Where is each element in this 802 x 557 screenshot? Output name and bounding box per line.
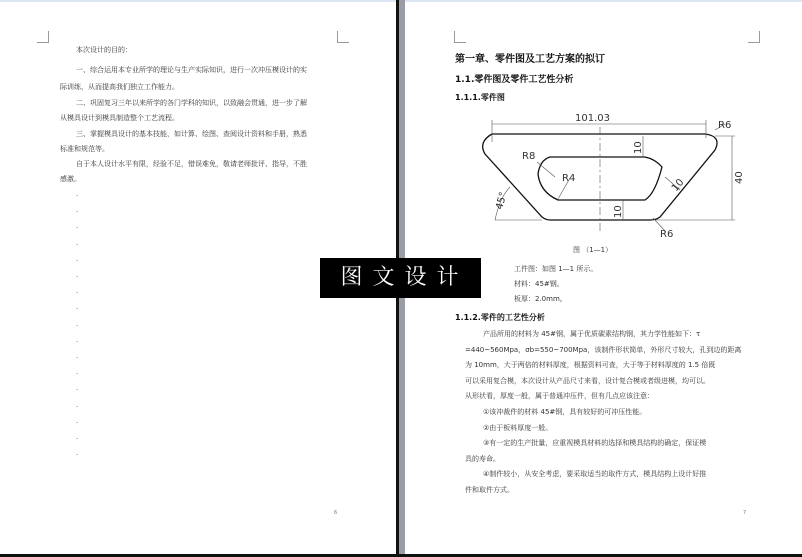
empty-paragraph: · [76,451,79,460]
dim-angle: 45° [494,190,510,211]
paragraph: 自于本人设计水平有限，经验不足，错误难免，敬请老师批评、指导，不胜 [76,160,307,168]
empty-paragraph: · [76,418,79,427]
empty-paragraph: · [76,192,79,200]
subsection-title: 1.1.2.零件的工艺性分析 [455,313,545,322]
page-number: 6 [334,510,338,516]
analysis-line: 产品所用的材料为 45#钢，属于优质碳素结构钢，其力学性能如下：τ [483,330,701,338]
empty-paragraph: · [76,354,79,362]
empty-paragraph: · [76,321,79,330]
analysis-line: ①该冲裁件的材料 45#钢，具有较好的可冲压性能。 [483,408,647,416]
analysis-line: ④制件较小，从安全考虑，要采取适当的取件方式，模具结构上设计好推 [483,470,707,479]
paragraph: 三、掌握模具设计的基本技能，如计算、绘图、查阅设计资料和手册，熟悉 [76,130,307,138]
empty-paragraph: · [76,289,79,298]
section-title: 1.1.零件图及零件工艺性分析 [455,75,574,85]
empty-paragraph: · [76,273,79,281]
watermark-overlay: 图文设计 [320,258,481,298]
empty-paragraph: · [76,402,79,411]
analysis-line: 为 10mm，大于两倍的材料厚度，根据资料可查，大于等于材料厚度的 1.5 倍既 [465,361,716,370]
info-line: 板厚：2.0mm。 [514,295,567,303]
paragraph: 本次设计的目的： [76,46,132,54]
chapter-title: 第一章、零件图及工艺方案的拟订 [455,54,605,65]
analysis-line: 可以采用复合模，本次设计从产品尺寸来看，设计复合模或者级进模，均可以。 [465,376,710,385]
figure-caption: 图 （1—1） [573,246,613,254]
dim-r8: R8 [522,151,536,162]
dim-wall-top: 10 [633,141,644,154]
paragraph: 际训练，从而提高我们独立工作能力。 [60,83,179,91]
analysis-line: 件和取件方式。 [465,486,514,494]
dim-height: 40 [734,171,745,184]
empty-paragraph: · [76,240,79,249]
part-drawing [470,102,750,242]
empty-paragraph: · [76,305,79,314]
page-number: 7 [743,510,747,516]
dim-wall-side: 10 [669,177,687,194]
paragraph: 一、综合运用本专业所学的理论与生产实际知识，进行一次冲压模设计的实 [76,66,307,74]
analysis-line: ②由于板料厚度一般。 [483,423,553,432]
empty-paragraph: · [76,256,79,265]
dim-wall-bottom: 10 [613,205,624,218]
dim-r6-bottom: R6 [660,229,674,240]
info-line: 工件图：如图 1—1 所示。 [514,265,598,273]
paragraph: 标准和规范等。 [60,145,109,153]
info-line: 材料：45#钢。 [514,280,564,288]
paragraph: 感激。 [60,175,81,183]
analysis-line: 从形状看，厚度一般，属于普通冲压件，但有几点应该注意： [465,392,654,401]
analysis-line: ③有一定的生产批量，应重视模具材料的选择和模具结构的确定，保证模 [483,439,707,448]
dim-width: 101.03 [575,113,610,124]
dim-r4: R4 [562,173,576,184]
margin-mark [454,31,466,43]
empty-paragraph: · [76,370,79,379]
empty-paragraph: · [76,386,79,395]
empty-paragraph: · [76,435,79,443]
empty-paragraph: · [76,224,79,233]
subsection-title: 1.1.1.零件图 [455,93,505,102]
margin-mark [37,31,49,43]
margin-mark [748,31,760,43]
analysis-line: =440~560Mpa，σb=550~700Mpa，该制件形状简单，外形尺寸较大，孔到边的距离 [465,345,742,354]
paragraph: 二、巩固复习三年以来所学的各门学科的知识，以致融会贯通，进一步了解 [76,99,307,107]
empty-paragraph: · [76,337,79,346]
empty-paragraph: · [76,208,79,217]
analysis-line: 具的寿命。 [465,454,500,463]
margin-mark [337,31,349,43]
paragraph: 从模具设计到模具制造整个工艺流程。 [60,114,179,122]
dim-r6-top: R6 [718,120,732,131]
